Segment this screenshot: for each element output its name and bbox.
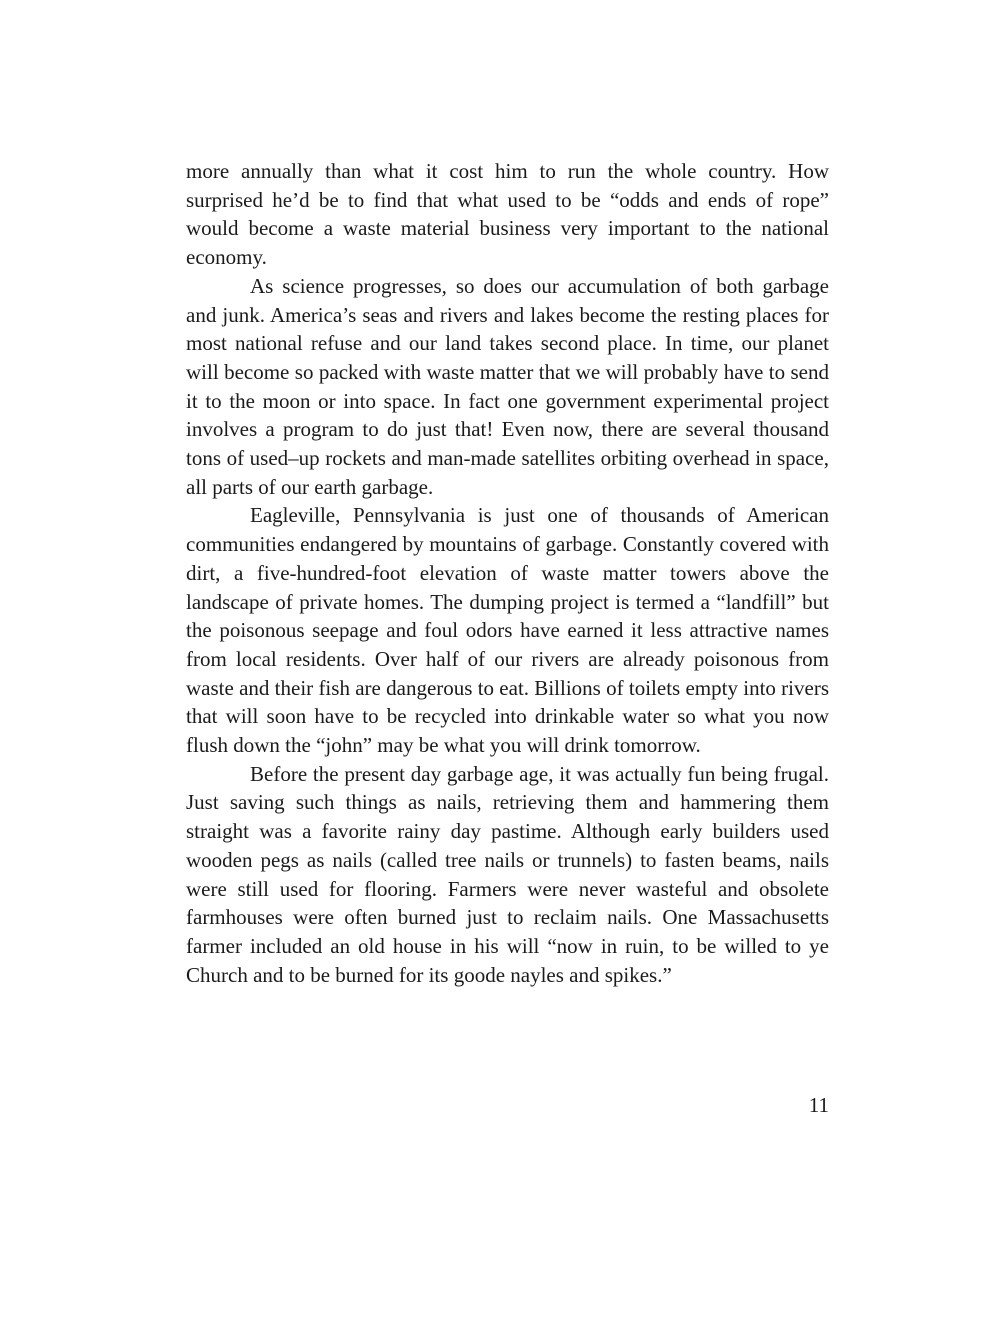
body-text — [186, 157, 829, 989]
paragraph-frugal-nails: Before the present day garbage age, it was actually fun being frugal. Just saving such things as nails, retrieving them and hammering them straight was a favorite rainy day pastime. Although early builders used wooden pegs as nails (called tree nails or trunnels) to fasten beams, nails were still used for flooring. Farmers were never wasteful and obsolete farmhouses were often burned just to reclaim nails. One Massachusetts farmer included an old house in his will “now in ruin, to be willed to ye Church and to be burned for its goode nayles and spikes.” — [186, 761, 829, 987]
paragraph-continuation: more annually than what it cost him to run the whole country. How surprised he’d be to find that what used to be “odds and ends of rope” would become a waste material business very important to the national economy. — [186, 159, 829, 270]
page-number: 11 — [808, 1093, 829, 1117]
paragraph-eagleville: Eagleville, Pennsylvania is just one of thousands of American communities endangered by mountains of garbage. Constantly covered with dirt, a five-hundred-foot elevation of waste matter towers above the landscape of private homes. The dumping project is termed a “landfill” but the poisonous seepage and foul odors have earned it less attractive names from local residents. Over half of our rivers are already poisonous from waste and their fish are dangerous to eat. Billions of toilets empty into rivers that will soon have to be recycled into drinkable water so what you now flush down the “john” may be what you will drink tomorrow. — [186, 503, 829, 758]
paragraph-science-progress: As science progresses, so does our accumulation of both garbage and junk. America’s seas and rivers and lakes become the resting places for most national refuse and our land takes second place. In time, our planet will become so packed with waste matter that we will probably have to send it to the moon or into space. In fact one government experimental project involves a program to do just that! Even now, there are several thousand tons of used–up rockets and man-made satellites orbiting overhead in space, all parts of our earth garbage. — [186, 273, 829, 499]
